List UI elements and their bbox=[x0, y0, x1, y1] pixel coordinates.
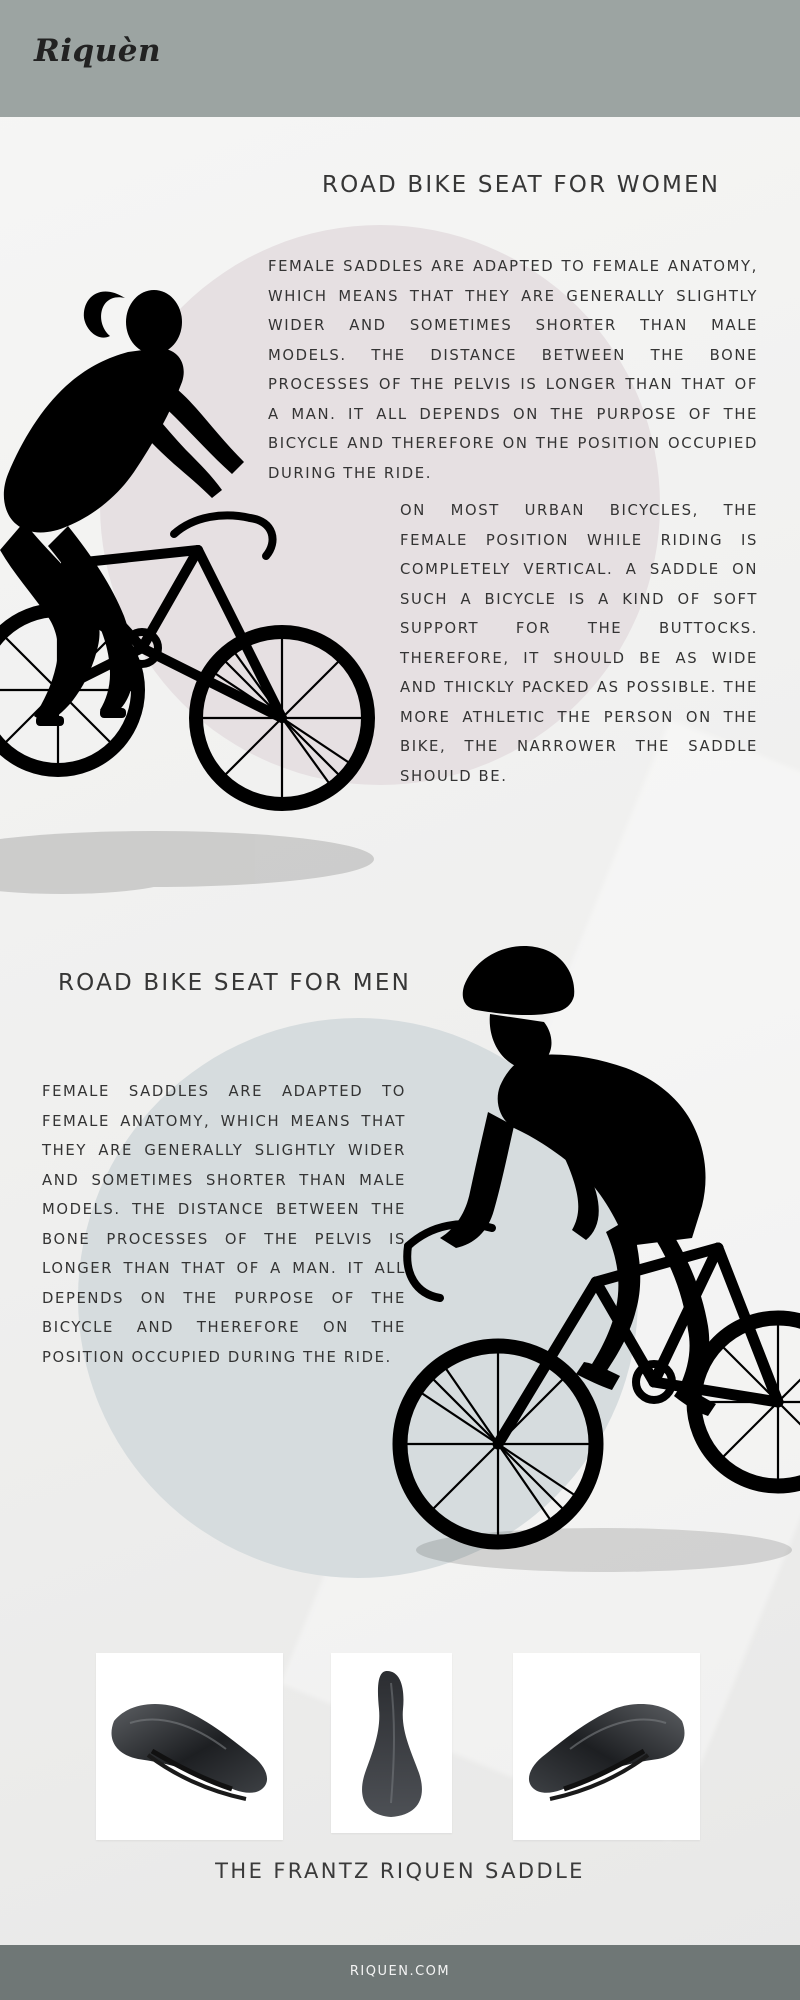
men-paragraph: FEMALE SADDLES ARE ADAPTED TO FEMALE ANATOMY, WHICH MEANS THAT THEY ARE GENERALLY SLIGHTLY WIDER AND SOMETIMES SHORTER THAN MALE MODELS. THE DISTANCE BETWEEN THE BONE PROCESSES OF THE PELVIS IS LONGER THAN THAT OF A MAN. IT ALL DEPENDS ON THE PURPOSE OF THE BICYCLE AND THEREFORE ON THE POSITION OCCUPIED DURING THE RIDE. bbox=[42, 1083, 406, 1366]
saddle-product-side-left[interactable] bbox=[96, 1653, 283, 1840]
saddle-product-top[interactable] bbox=[331, 1653, 452, 1833]
female-cyclist-silhouette-icon bbox=[0, 264, 404, 924]
saddle-product-side-right[interactable] bbox=[513, 1653, 700, 1840]
women-paragraph-2: ON MOST URBAN BICYCLES, THE FEMALE POSITION WHILE RIDING IS COMPLETELY VERTICAL. A SADDLE ON SUCH A BICYCLE IS A KIND OF SOFT SUPPORT FOR THE BUTTOCKS. THEREFORE, IT SHOULD BE AS WIDE AND THICKLY PACKED AS POSSIBLE. THE MORE ATHLETIC THE PERSON ON THE BIKE, THE NARROWER THE SADDLE SHOULD BE. bbox=[400, 502, 758, 785]
bike-saddle-icon bbox=[513, 1653, 700, 1840]
website-link[interactable]: RIQUEN.COM bbox=[349, 1964, 451, 1979]
site-footer bbox=[0, 1945, 800, 2000]
bike-saddle-icon bbox=[331, 1653, 452, 1833]
male-cyclist-silhouette-icon bbox=[382, 944, 800, 1594]
women-section-title: ROAD BIKE SEAT FOR WOMEN bbox=[322, 172, 721, 198]
site-header bbox=[0, 0, 800, 117]
women-paragraph-1: FEMALE SADDLES ARE ADAPTED TO FEMALE ANATOMY, WHICH MEANS THAT THEY ARE GENERALLY SLIGHTLY WIDER AND SOMETIMES SHORTER THAN MALE MODELS. THE DISTANCE BETWEEN THE BONE PROCESSES OF THE PELVIS IS LONGER THAN THAT OF A MAN. IT ALL DEPENDS ON THE PURPOSE OF THE BICYCLE AND THEREFORE ON THE POSITION OCCUPIED DURING THE RIDE. bbox=[268, 258, 758, 482]
men-section-title: ROAD BIKE SEAT FOR MEN bbox=[58, 970, 411, 996]
product-caption: THE FRANTZ RIQUEN SADDLE bbox=[215, 1859, 585, 1883]
brand-logo[interactable]: Riquèn bbox=[34, 33, 162, 69]
bike-saddle-icon bbox=[96, 1653, 283, 1840]
